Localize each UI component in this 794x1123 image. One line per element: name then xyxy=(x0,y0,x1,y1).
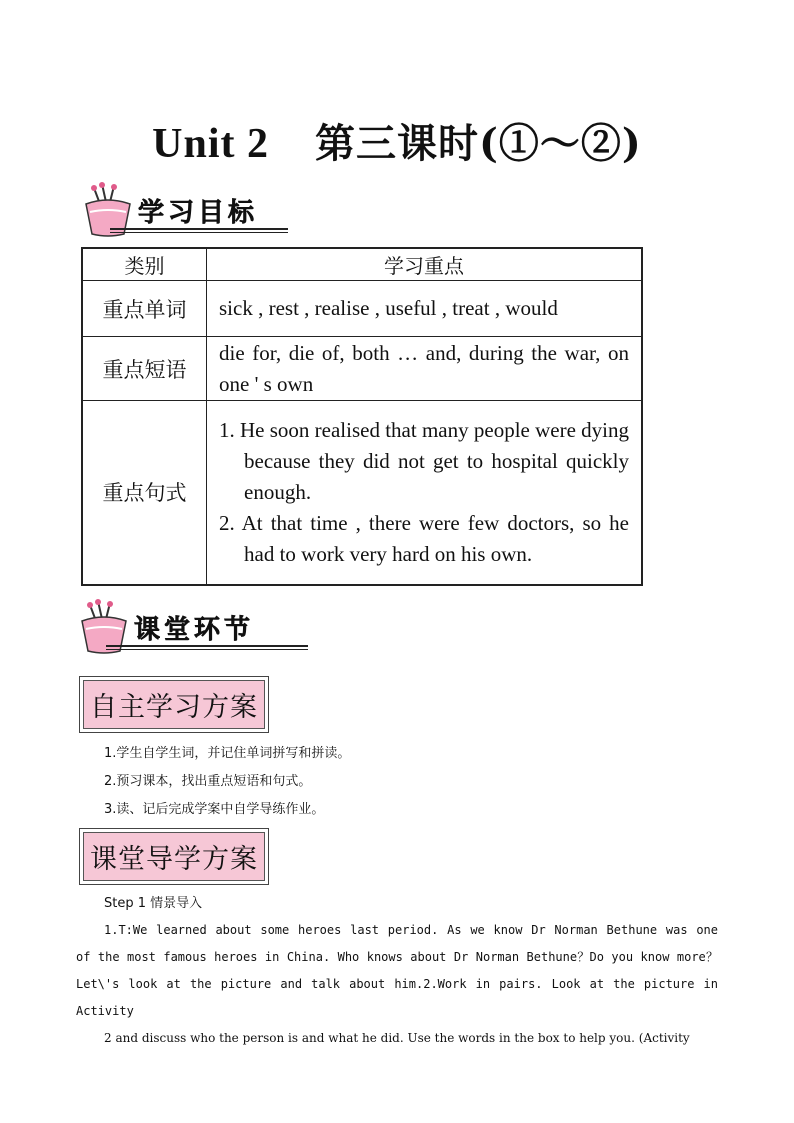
goals-table xyxy=(81,247,643,586)
table-row xyxy=(82,401,642,585)
sentence-item: 2. At that time , there were few doctors, so he had to work very hard on his own. xyxy=(219,510,629,566)
self-study-plan-box xyxy=(79,676,269,733)
row-category: 重点句式 xyxy=(82,401,207,585)
guide-paragraph xyxy=(76,917,718,1052)
class-guide-plan-box xyxy=(79,828,269,885)
table-row xyxy=(82,337,642,401)
list-item: 1.学生自学生词，并记住单词拼写和拼读。 xyxy=(104,746,351,761)
row-content xyxy=(207,401,643,585)
table-row xyxy=(82,281,642,337)
row-category: 重点单词 xyxy=(82,281,207,337)
sentence-item: 1. He soon realised that many people were dying because they did not get to hospital quickly enough. xyxy=(219,417,629,504)
list-item: 2.预习课本，找出重点短语和句式。 xyxy=(104,774,312,789)
step-heading: Step 1 情景导入 xyxy=(104,896,203,911)
header-category: 类别 xyxy=(82,248,207,281)
section-header-goals xyxy=(80,182,288,238)
row-category: 重点短语 xyxy=(82,337,207,401)
header-focus: 学习重点 xyxy=(207,248,643,281)
row-content: sick , rest , realise , useful , treat , would xyxy=(207,281,643,337)
table-header-row xyxy=(82,248,642,281)
plan-title: 课堂导学方案 xyxy=(83,832,265,881)
section-label: 学习目标 xyxy=(138,198,259,228)
paragraph-1: 1.T:We learned about some heroes last period. As we know Dr Norman Bethune was one of the most famous heroes in China. Who knows about Dr Norman Bethune？Do you know more？Let\'s look at the picture and talk about him.2.Work in pairs. Look at the picture in Activity xyxy=(76,923,718,1018)
section-label: 课堂环节 xyxy=(134,615,255,645)
page-title xyxy=(0,112,794,169)
self-study-list xyxy=(104,740,350,824)
list-item: 3.读、记后完成学案中自学导练作业。 xyxy=(104,802,325,817)
paragraph-2: 2 and discuss who the person is and what he did. Use the words in the box to help you. (Activity xyxy=(104,1031,690,1045)
title-lesson: 第三课时(①～②) xyxy=(315,120,642,167)
plan-title: 自主学习方案 xyxy=(83,680,265,729)
title-unit: Unit 2 xyxy=(152,121,269,167)
section-header-class xyxy=(76,599,308,655)
row-content: die for, die of, both … and, during the war, on one ' s own xyxy=(207,337,643,401)
